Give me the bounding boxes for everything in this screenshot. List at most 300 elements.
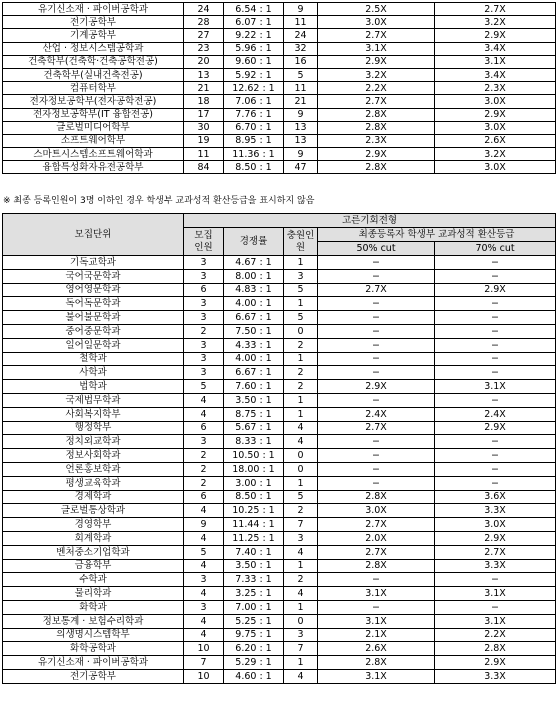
table-row — [3, 628, 556, 642]
cell-unit: 정보사회학과 — [3, 449, 184, 463]
cell-recruits: 27 — [184, 29, 224, 42]
cell-alternates: 5 — [284, 68, 318, 81]
cell-70cut: 3.3X — [435, 559, 556, 573]
cell-50cut: − — [318, 435, 435, 449]
table-row — [3, 435, 556, 449]
cell-70cut: 3.1X — [435, 587, 556, 601]
cell-ratio: 18.00 : 1 — [224, 462, 284, 476]
cell-50cut: 2.8X — [318, 121, 435, 134]
cell-50cut: 2.1X — [318, 628, 435, 642]
cell-recruits: 23 — [184, 42, 224, 55]
cell-ratio: 6.67 : 1 — [224, 366, 284, 380]
cell-unit: 경영학부 — [3, 518, 184, 532]
cell-ratio: 3.50 : 1 — [224, 393, 284, 407]
cell-50cut: − — [318, 256, 435, 270]
cell-recruits: 2 — [184, 462, 224, 476]
cell-recruits: 2 — [184, 449, 224, 463]
table-row — [3, 148, 556, 161]
cell-70cut: − — [435, 338, 556, 352]
cell-recruits: 30 — [184, 121, 224, 134]
cell-70cut: 3.1X — [435, 55, 556, 68]
cell-ratio: 6.54 : 1 — [224, 3, 284, 16]
cell-70cut: − — [435, 393, 556, 407]
cell-ratio: 7.00 : 1 — [224, 600, 284, 614]
table-row — [3, 366, 556, 380]
cell-70cut: 2.9X — [435, 29, 556, 42]
cell-70cut: 3.2X — [435, 16, 556, 29]
cell-ratio: 5.67 : 1 — [224, 421, 284, 435]
cell-ratio: 3.25 : 1 — [224, 587, 284, 601]
cell-ratio: 7.76 : 1 — [224, 108, 284, 121]
cell-70cut: − — [435, 476, 556, 490]
cell-unit: 철학과 — [3, 352, 184, 366]
cell-ratio: 8.50 : 1 — [224, 490, 284, 504]
table-top-body — [3, 3, 556, 174]
cell-unit: 화학과 — [3, 600, 184, 614]
cell-ratio: 6.70 : 1 — [224, 121, 284, 134]
cell-70cut: 3.4X — [435, 68, 556, 81]
cell-50cut: 2.7X — [318, 545, 435, 559]
cell-alternates: 1 — [284, 656, 318, 670]
cell-recruits: 19 — [184, 134, 224, 147]
cell-ratio: 10.25 : 1 — [224, 504, 284, 518]
cell-recruits: 84 — [184, 161, 224, 174]
cell-unit: 전기공학부 — [3, 16, 184, 29]
footnote: ※ 최종 등록인원이 3명 이하인 경우 학생부 교과성적 환산등급을 표시하지 않음 — [3, 196, 315, 206]
cell-70cut: − — [435, 352, 556, 366]
cell-70cut: 3.4X — [435, 42, 556, 55]
cell-recruits: 17 — [184, 108, 224, 121]
cell-recruits: 24 — [184, 3, 224, 16]
cell-50cut: − — [318, 573, 435, 587]
cell-50cut: − — [318, 338, 435, 352]
cell-ratio: 8.50 : 1 — [224, 161, 284, 174]
cell-50cut: 3.1X — [318, 42, 435, 55]
cell-alternates: 1 — [284, 407, 318, 421]
table-row — [3, 504, 556, 518]
cell-ratio: 4.83 : 1 — [224, 283, 284, 297]
cell-alternates: 7 — [284, 642, 318, 656]
cell-recruits: 4 — [184, 531, 224, 545]
table-row — [3, 559, 556, 573]
cell-70cut: − — [435, 324, 556, 338]
table-row — [3, 82, 556, 95]
cell-unit: 중어중문학과 — [3, 324, 184, 338]
cell-70cut: − — [435, 462, 556, 476]
cell-alternates: 4 — [284, 669, 318, 683]
cell-50cut: 2.8X — [318, 656, 435, 670]
cell-unit: 수학과 — [3, 573, 184, 587]
cell-ratio: 6.67 : 1 — [224, 311, 284, 325]
cell-unit: 유기신소재 · 파이버공학과 — [3, 656, 184, 670]
cell-alternates: 11 — [284, 16, 318, 29]
cell-70cut: 3.6X — [435, 490, 556, 504]
cell-ratio: 7.33 : 1 — [224, 573, 284, 587]
cell-alternates: 0 — [284, 324, 318, 338]
cell-ratio: 8.95 : 1 — [224, 134, 284, 147]
cell-ratio: 7.60 : 1 — [224, 380, 284, 394]
header-recruits-line2: 인원 — [194, 241, 213, 253]
cell-alternates: 5 — [284, 283, 318, 297]
table-row — [3, 283, 556, 297]
cell-alternates: 2 — [284, 366, 318, 380]
cell-ratio: 3.00 : 1 — [224, 476, 284, 490]
cell-ratio: 7.40 : 1 — [224, 545, 284, 559]
cell-50cut: 3.1X — [318, 669, 435, 683]
cell-recruits: 3 — [184, 311, 224, 325]
cell-unit: 건축학부(건축학·건축공학전공) — [3, 55, 184, 68]
cell-50cut: − — [318, 476, 435, 490]
header-recruits — [184, 228, 224, 256]
cell-ratio: 9.22 : 1 — [224, 29, 284, 42]
cell-70cut: 2.7X — [435, 545, 556, 559]
cell-recruits: 5 — [184, 380, 224, 394]
cell-alternates: 0 — [284, 449, 318, 463]
cell-recruits: 3 — [184, 600, 224, 614]
cell-ratio: 4.33 : 1 — [224, 338, 284, 352]
table-row — [3, 55, 556, 68]
cell-alternates: 2 — [284, 338, 318, 352]
cell-alternates: 16 — [284, 55, 318, 68]
cell-ratio: 11.36 : 1 — [224, 148, 284, 161]
table-row — [3, 462, 556, 476]
cell-recruits: 3 — [184, 256, 224, 270]
cell-alternates: 3 — [284, 269, 318, 283]
cell-unit: 경제학과 — [3, 490, 184, 504]
cell-ratio: 4.00 : 1 — [224, 297, 284, 311]
cell-alternates: 2 — [284, 504, 318, 518]
cell-alternates: 13 — [284, 121, 318, 134]
table-row — [3, 324, 556, 338]
cell-unit: 물리학과 — [3, 587, 184, 601]
cell-alternates: 0 — [284, 462, 318, 476]
header-50cut: 50% cut — [318, 242, 435, 256]
cell-70cut: 3.2X — [435, 148, 556, 161]
table-row — [3, 269, 556, 283]
cell-70cut: 3.3X — [435, 504, 556, 518]
cell-70cut: − — [435, 449, 556, 463]
cell-70cut: 3.1X — [435, 614, 556, 628]
cell-recruits: 28 — [184, 16, 224, 29]
cell-recruits: 4 — [184, 393, 224, 407]
cell-50cut: 3.1X — [318, 614, 435, 628]
cell-ratio: 4.67 : 1 — [224, 256, 284, 270]
cell-ratio: 9.75 : 1 — [224, 628, 284, 642]
cell-alternates: 4 — [284, 421, 318, 435]
table-row — [3, 338, 556, 352]
cell-alternates: 47 — [284, 161, 318, 174]
cell-unit: 기계공학부 — [3, 29, 184, 42]
cell-50cut: 2.2X — [318, 82, 435, 95]
cell-50cut: 2.8X — [318, 108, 435, 121]
table-row — [3, 656, 556, 670]
cell-alternates: 1 — [284, 256, 318, 270]
cell-70cut: − — [435, 297, 556, 311]
cell-recruits: 4 — [184, 614, 224, 628]
cell-unit: 사회복지학부 — [3, 407, 184, 421]
table-row — [3, 587, 556, 601]
cell-70cut: 2.8X — [435, 642, 556, 656]
cell-recruits: 3 — [184, 297, 224, 311]
table-row — [3, 352, 556, 366]
cell-70cut: 3.1X — [435, 380, 556, 394]
cell-70cut: − — [435, 600, 556, 614]
cell-70cut: 3.3X — [435, 669, 556, 683]
table-row — [3, 311, 556, 325]
cell-70cut: 2.2X — [435, 628, 556, 642]
cell-ratio: 4.00 : 1 — [224, 352, 284, 366]
table-row — [3, 297, 556, 311]
cell-recruits: 6 — [184, 490, 224, 504]
table-row — [3, 669, 556, 683]
admission-results-table-bottom — [2, 213, 556, 684]
cell-unit: 소프트웨어학부 — [3, 134, 184, 147]
cell-ratio: 5.96 : 1 — [224, 42, 284, 55]
cell-50cut: 2.5X — [318, 3, 435, 16]
table-row — [3, 545, 556, 559]
cell-50cut: − — [318, 297, 435, 311]
cell-alternates: 4 — [284, 545, 318, 559]
header-unit: 모집단위 — [3, 214, 184, 256]
cell-unit: 글로벌통상학과 — [3, 504, 184, 518]
cell-70cut: − — [435, 269, 556, 283]
cell-70cut: 2.4X — [435, 407, 556, 421]
cell-ratio: 4.60 : 1 — [224, 669, 284, 683]
cell-70cut: 2.9X — [435, 283, 556, 297]
cell-alternates: 2 — [284, 573, 318, 587]
cell-recruits: 4 — [184, 407, 224, 421]
cell-recruits: 7 — [184, 656, 224, 670]
table-row — [3, 449, 556, 463]
cell-alternates: 9 — [284, 3, 318, 16]
cell-recruits: 11 — [184, 148, 224, 161]
cell-alternates: 3 — [284, 531, 318, 545]
cell-50cut: 2.0X — [318, 531, 435, 545]
cell-50cut: − — [318, 269, 435, 283]
cell-ratio: 11.44 : 1 — [224, 518, 284, 532]
cell-50cut: − — [318, 462, 435, 476]
table-row — [3, 393, 556, 407]
cell-50cut: 2.8X — [318, 490, 435, 504]
table-row — [3, 642, 556, 656]
table-row — [3, 256, 556, 270]
cell-recruits: 3 — [184, 352, 224, 366]
cell-50cut: − — [318, 352, 435, 366]
cell-unit: 글로벌미디어학부 — [3, 121, 184, 134]
cell-70cut: − — [435, 256, 556, 270]
cell-70cut: 2.3X — [435, 82, 556, 95]
cell-50cut: 2.7X — [318, 29, 435, 42]
cell-70cut: 3.0X — [435, 95, 556, 108]
cell-alternates: 4 — [284, 587, 318, 601]
cell-70cut: 2.9X — [435, 531, 556, 545]
cell-ratio: 11.25 : 1 — [224, 531, 284, 545]
cell-unit: 전자정보공학부(전자공학전공) — [3, 95, 184, 108]
table-row — [3, 3, 556, 16]
cell-70cut: 2.6X — [435, 134, 556, 147]
cell-ratio: 6.07 : 1 — [224, 16, 284, 29]
table-row — [3, 68, 556, 81]
cell-recruits: 4 — [184, 628, 224, 642]
cell-alternates: 9 — [284, 148, 318, 161]
admission-results-table-top — [2, 2, 556, 174]
table-row — [3, 490, 556, 504]
cell-unit: 불어불문학과 — [3, 311, 184, 325]
cell-ratio: 7.50 : 1 — [224, 324, 284, 338]
cell-ratio: 12.62 : 1 — [224, 82, 284, 95]
cell-recruits: 3 — [184, 338, 224, 352]
cell-recruits: 4 — [184, 559, 224, 573]
table-row — [3, 380, 556, 394]
cell-70cut: − — [435, 311, 556, 325]
cell-unit: 금융학부 — [3, 559, 184, 573]
cell-unit: 기독교학과 — [3, 256, 184, 270]
cell-alternates: 1 — [284, 600, 318, 614]
cell-alternates: 2 — [284, 380, 318, 394]
cell-50cut: 2.9X — [318, 148, 435, 161]
cell-50cut: 3.0X — [318, 504, 435, 518]
cell-recruits: 5 — [184, 545, 224, 559]
cell-alternates: 5 — [284, 490, 318, 504]
header-alternates — [284, 228, 318, 256]
cell-ratio: 5.29 : 1 — [224, 656, 284, 670]
cell-70cut: 2.9X — [435, 108, 556, 121]
header-alternates-line1: 충원인 — [286, 229, 315, 241]
header-group: 고른기회전형 — [184, 214, 556, 228]
cell-unit: 법학과 — [3, 380, 184, 394]
cell-alternates: 0 — [284, 614, 318, 628]
cell-unit: 회계학과 — [3, 531, 184, 545]
cell-unit: 유기신소재 · 파이버공학과 — [3, 3, 184, 16]
cell-unit: 화학공학과 — [3, 642, 184, 656]
cell-50cut: 2.3X — [318, 134, 435, 147]
cell-recruits: 4 — [184, 504, 224, 518]
cell-alternates: 13 — [284, 134, 318, 147]
table-row — [3, 573, 556, 587]
cell-unit: 독어독문학과 — [3, 297, 184, 311]
cell-70cut: 3.0X — [435, 121, 556, 134]
cell-70cut: 3.0X — [435, 161, 556, 174]
cell-alternates: 1 — [284, 476, 318, 490]
cell-unit: 전기공학부 — [3, 669, 184, 683]
cell-unit: 언론홍보학과 — [3, 462, 184, 476]
cell-recruits: 6 — [184, 283, 224, 297]
cell-70cut: 2.7X — [435, 3, 556, 16]
cell-alternates: 1 — [284, 352, 318, 366]
cell-unit: 사학과 — [3, 366, 184, 380]
cell-50cut: 2.6X — [318, 642, 435, 656]
header-recruits-line1: 모집 — [194, 229, 213, 241]
cell-ratio: 9.60 : 1 — [224, 55, 284, 68]
cell-50cut: 2.7X — [318, 518, 435, 532]
cell-unit: 전자정보공학부(IT 융합전공) — [3, 108, 184, 121]
cell-ratio: 5.92 : 1 — [224, 68, 284, 81]
cell-unit: 정치외교학과 — [3, 435, 184, 449]
cell-alternates: 1 — [284, 297, 318, 311]
table-row — [3, 95, 556, 108]
table-bottom-body — [3, 256, 556, 684]
cell-70cut: 2.9X — [435, 656, 556, 670]
table-row — [3, 600, 556, 614]
cell-alternates: 9 — [284, 108, 318, 121]
cell-alternates: 1 — [284, 393, 318, 407]
cell-unit: 산업 · 정보시스템공학과 — [3, 42, 184, 55]
table-row — [3, 161, 556, 174]
table-row — [3, 476, 556, 490]
cell-unit: 행정학부 — [3, 421, 184, 435]
cell-alternates: 1 — [284, 559, 318, 573]
header-70cut: 70% cut — [435, 242, 556, 256]
cell-ratio: 5.25 : 1 — [224, 614, 284, 628]
header-grade-sub: 최종등록자 학생부 교과성적 환산등급 — [318, 228, 556, 242]
cell-unit: 융합특성화자유전공학부 — [3, 161, 184, 174]
cell-unit: 평생교육학과 — [3, 476, 184, 490]
cell-ratio: 8.33 : 1 — [224, 435, 284, 449]
cell-alternates: 32 — [284, 42, 318, 55]
cell-alternates: 21 — [284, 95, 318, 108]
table-row — [3, 407, 556, 421]
cell-recruits: 2 — [184, 324, 224, 338]
cell-70cut: 3.0X — [435, 518, 556, 532]
table-row — [3, 16, 556, 29]
cell-ratio: 7.06 : 1 — [224, 95, 284, 108]
cell-alternates: 24 — [284, 29, 318, 42]
cell-recruits: 10 — [184, 669, 224, 683]
table-row — [3, 121, 556, 134]
cell-recruits: 20 — [184, 55, 224, 68]
cell-unit: 국제법무학과 — [3, 393, 184, 407]
cell-unit: 정보통계 · 보험수리학과 — [3, 614, 184, 628]
cell-recruits: 18 — [184, 95, 224, 108]
cell-50cut: 2.9X — [318, 380, 435, 394]
cell-50cut: 3.2X — [318, 68, 435, 81]
cell-alternates: 5 — [284, 311, 318, 325]
table-row — [3, 29, 556, 42]
cell-50cut: 2.9X — [318, 55, 435, 68]
table-row — [3, 108, 556, 121]
cell-ratio: 8.75 : 1 — [224, 407, 284, 421]
cell-alternates: 4 — [284, 435, 318, 449]
cell-ratio: 8.00 : 1 — [224, 269, 284, 283]
cell-50cut: 2.7X — [318, 95, 435, 108]
cell-recruits: 2 — [184, 476, 224, 490]
header-ratio: 경쟁률 — [224, 228, 284, 256]
cell-unit: 국어국문학과 — [3, 269, 184, 283]
cell-ratio: 10.50 : 1 — [224, 449, 284, 463]
cell-50cut: 2.8X — [318, 559, 435, 573]
cell-50cut: 3.0X — [318, 16, 435, 29]
cell-50cut: 2.7X — [318, 283, 435, 297]
cell-50cut: 2.7X — [318, 421, 435, 435]
cell-70cut: 2.9X — [435, 421, 556, 435]
cell-alternates: 3 — [284, 628, 318, 642]
table-row — [3, 42, 556, 55]
cell-recruits: 9 — [184, 518, 224, 532]
cell-recruits: 3 — [184, 366, 224, 380]
cell-50cut: − — [318, 324, 435, 338]
cell-alternates: 7 — [284, 518, 318, 532]
table-row — [3, 531, 556, 545]
cell-unit: 건축학부(실내건축전공) — [3, 68, 184, 81]
cell-50cut: − — [318, 393, 435, 407]
cell-50cut: 2.8X — [318, 161, 435, 174]
cell-recruits: 13 — [184, 68, 224, 81]
cell-unit: 벤처중소기업학과 — [3, 545, 184, 559]
cell-50cut: − — [318, 366, 435, 380]
cell-unit: 스마트시스템소프트웨어학과 — [3, 148, 184, 161]
cell-unit: 영어영문학과 — [3, 283, 184, 297]
cell-recruits: 6 — [184, 421, 224, 435]
